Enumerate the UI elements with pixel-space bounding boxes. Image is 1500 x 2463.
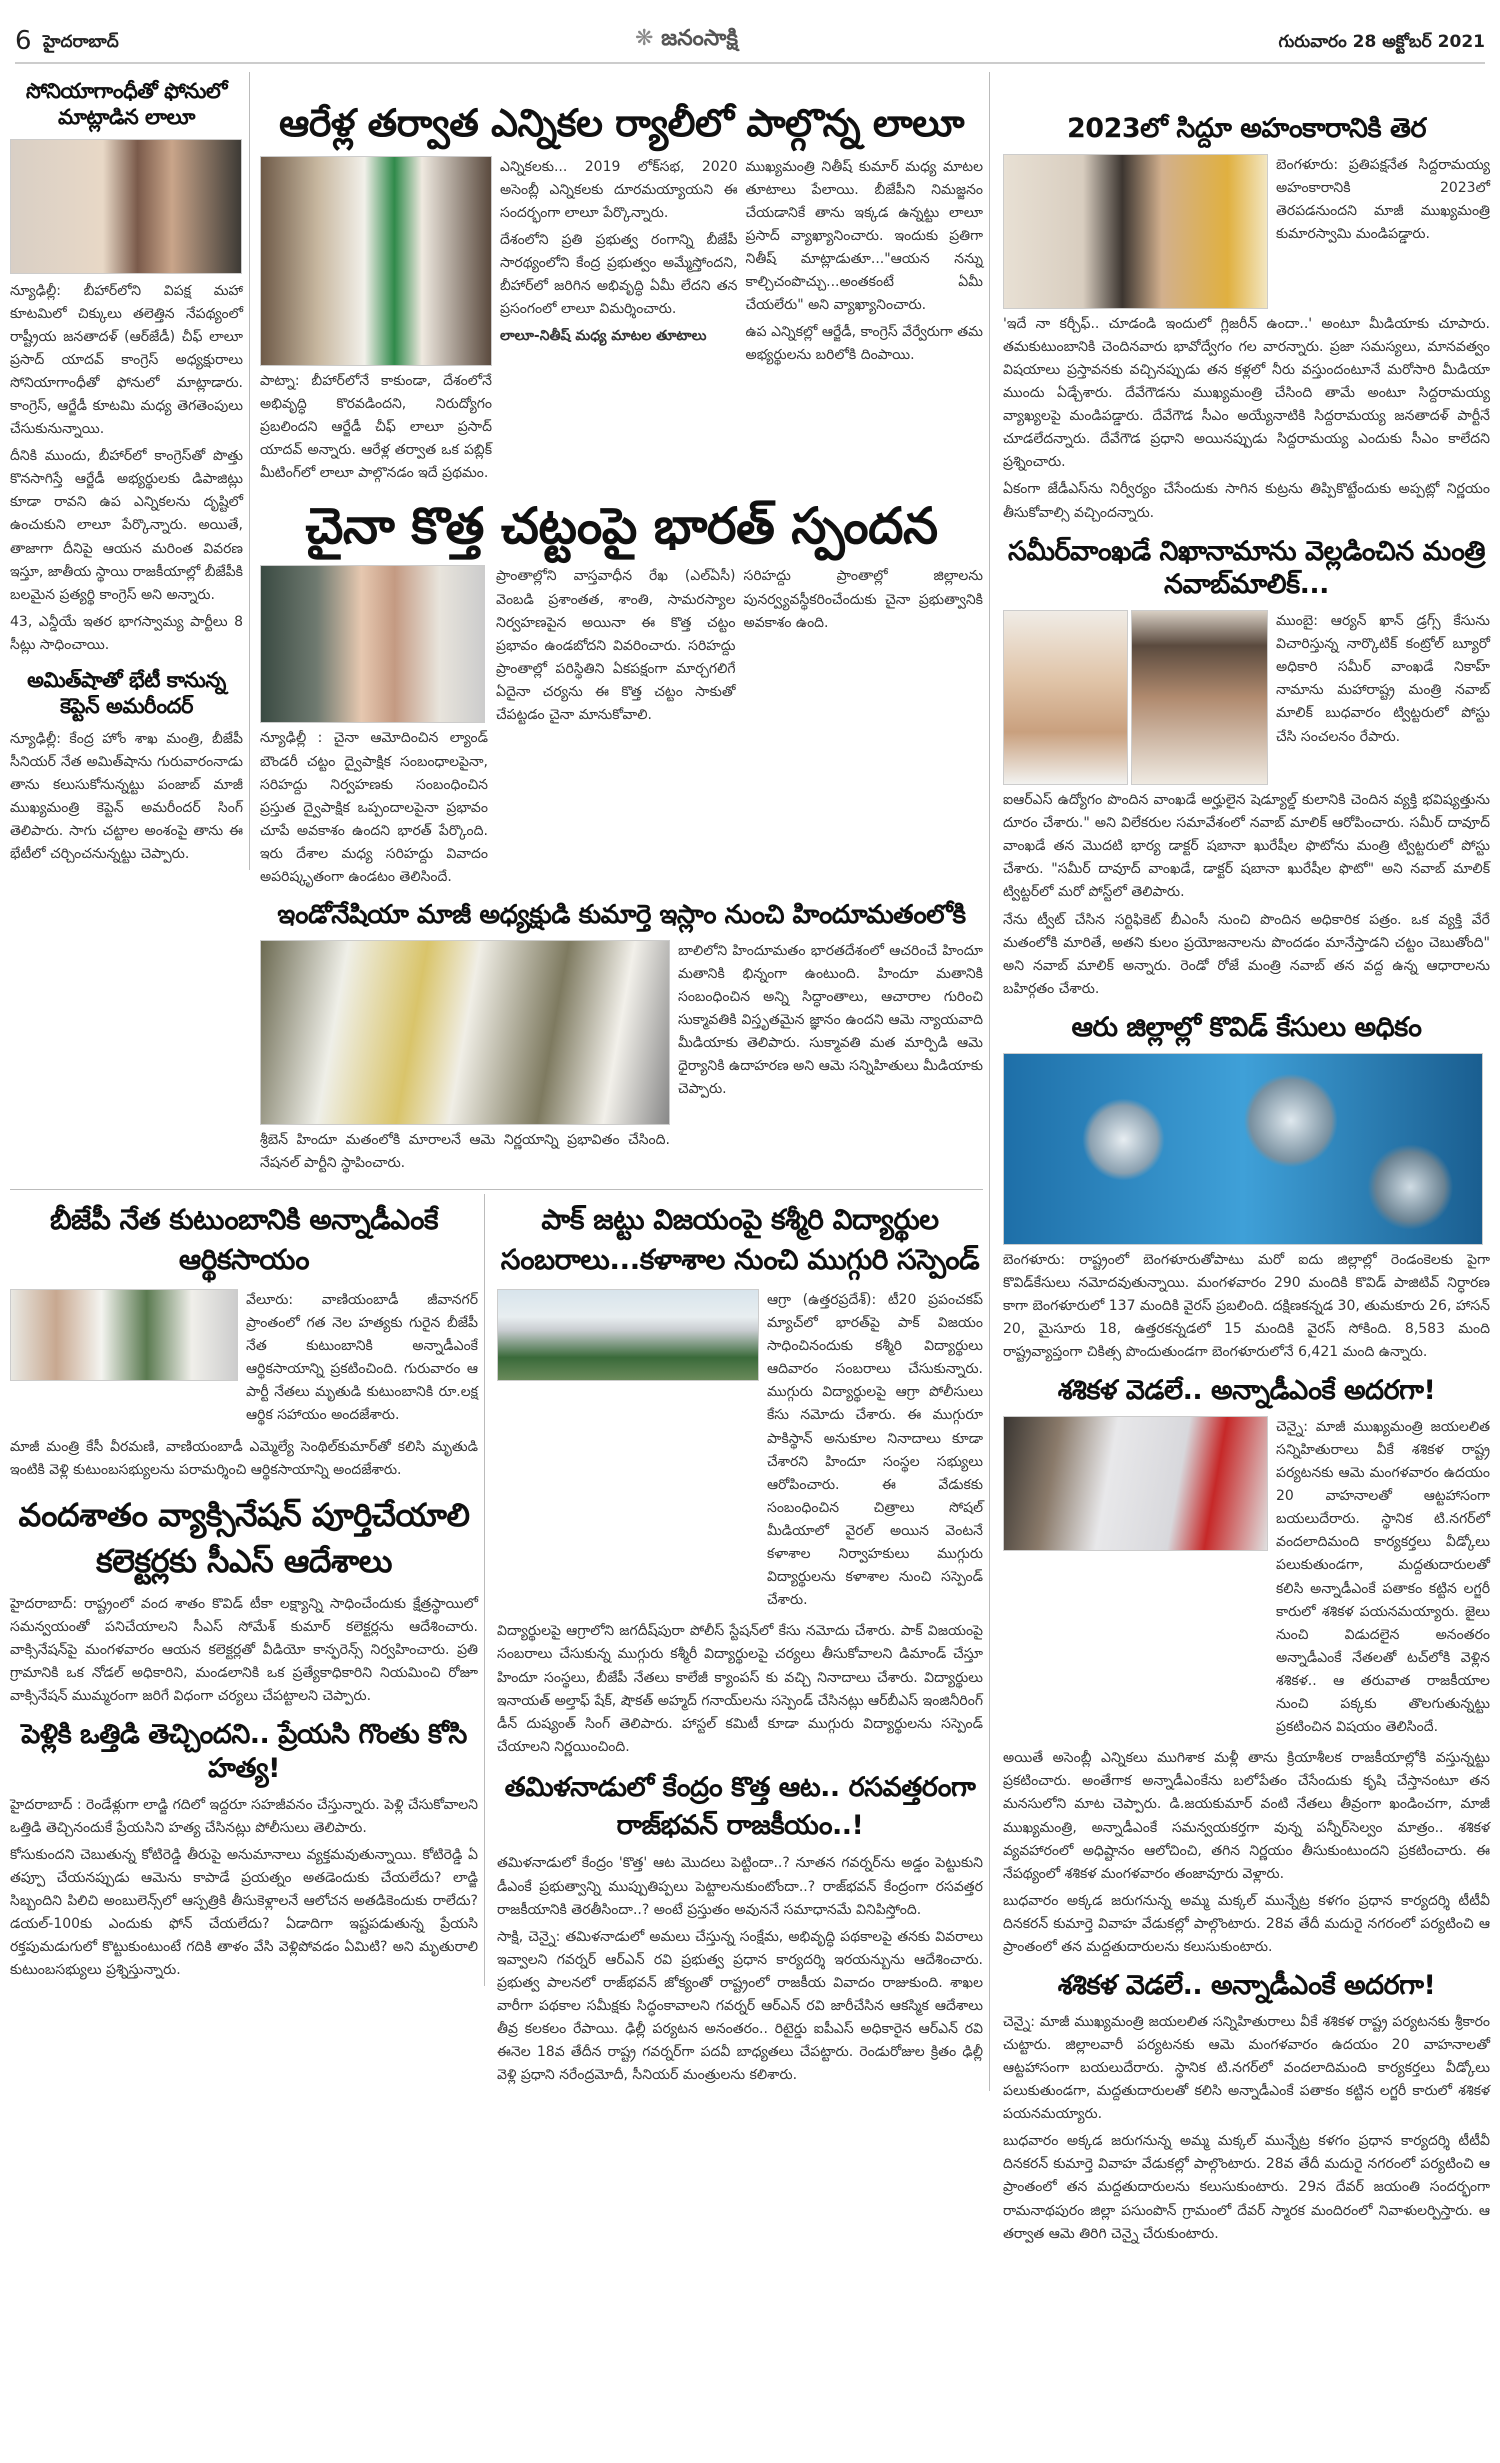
article-body	[1003, 789, 1490, 1005]
divider	[10, 1189, 983, 1190]
bjp-article	[10, 1289, 478, 1432]
siddu-article	[1003, 154, 1490, 309]
paragraph: శ్రీబెన్ హిందూ మతంలోకి మారాలనే ఆమె నిర్ణయాన్ని ప్రభావితం చేసింది. నేషనల్ పార్టీని స్థాపించారు.	[260, 1131, 670, 1171]
photo-conversion-ceremony	[260, 940, 670, 1125]
headline: శశికళ వెడలే.. అన్నాడీఎంకే అదరగా!	[1057, 1375, 1436, 1407]
bottom-middle-column	[497, 1194, 983, 2092]
lalu-photo-column	[260, 156, 492, 489]
paragraph: న్యూఢిల్లీ: కేంద్ర హోం శాఖ మంత్రి, బీజేపీ సీనియర్ నేత అమిత్‌షాను గురువారంనాడు తాను కలుసుకోనున్నట్టు పంజాబ్ మాజీ ముఖ్యమంత్రి కెప్టెన్ అమరీందర్ సింగ్ తెలిపారు. సాగు చట్టాల అంశంపై తాను ఈ భేటీలో చర్చించనున్నట్టు చెప్పారు.	[10, 730, 243, 862]
paragraph: ముంబై: ఆర్యన్ ఖాన్ డ్రగ్స్ కేసును విచారిస్తున్న నార్కొటిక్ కంట్రోల్ బ్యూరో అధికారి సమీర్ వాంఖడే నికాహ్ నామాను మహారాష్ట్ర మంత్రి నవాబ్ మాలిక్ బుధవారం ట్విట్టరులో పోస్టు చేసి సంచలనం రేపారు.	[1276, 613, 1490, 745]
article-body	[496, 565, 736, 731]
headline: సమీర్‌వాంఖడే నిఖానామాను వెల్లడించిన మంత్రి నవాబ్‌మాలిక్...	[1008, 535, 1485, 601]
photo-coronavirus	[1003, 1053, 1483, 1245]
masthead	[15, 24, 1485, 64]
paragraph: వేలూరు: వాణియంబాడీ జీవానగర్ ప్రాంతంలో గత నెల హత్యకు గురైన బీజేపీ నేత కుటుంబానికి అన్నాడీఎంకే ఆర్థికసాయాన్ని ప్రకటించింది. గురువారం ఆ పార్టీ నేతలు మృతుడి కుటుంబానికి రూ.లక్ష ఆర్థిక సహాయం అందజేశారు.	[246, 1292, 478, 1424]
lalu-article	[260, 156, 983, 489]
article-body	[260, 727, 488, 893]
headline: శశికళ వెడలే.. అన్నాడీఎంకే అదరగా!	[1057, 1970, 1436, 2002]
sasikala-article	[1003, 1416, 1490, 1743]
paragraph: అయితే అసెంబ్లీ ఎన్నికలు ముగిశాక మళ్లీ తాను క్రియాశీలక రాజకీయాల్లోకి వస్తున్నట్టు ప్రకటించారు. అంతేగాక అన్నాడీఎంకేను బలోపేతం చేసేందుకు కృషి చేస్తానంటూ తన మనసులోని మాట చెప్పారు. డి.జయకుమార్ వంటి నేతలు తీవ్రంగా ఖండించగా, మాజీ ముఖ్యమంత్రి, అన్నాడీఎంకే సమన్వయకర్తగా వున్న పన్నీర్‌సెల్వం మాత్రం.. శశికళ వ్యవహారంలో అధిష్టానం ఆలోచించి, తగిన నిర్ణయం తీసుకుంటుందని ప్రకటించారు. ఈ నేపథ్యంలో శశికళ మంగళవారం తంజావూరు వెళ్లారు.	[1003, 1750, 1490, 1882]
left-area	[10, 72, 990, 2091]
photo-aiadmk-leaders	[10, 1289, 238, 1381]
headline: పెళ్లికి ఒత్తిడి తెచ్చిందని.. ప్రేయసి గొంతు కోసి హత్య!	[21, 1719, 467, 1784]
article-body	[746, 156, 984, 372]
article-body	[1276, 610, 1490, 753]
article-body	[10, 280, 243, 662]
paper-name: జనంసాక్షి	[661, 26, 738, 51]
article-body	[260, 370, 492, 489]
paragraph: పాట్నా: బీహార్‌లోనే కాకుండా, దేశంలోనే అభివృద్ధి కొరవడిందని, నిరుద్యోగం ప్రబలిందని ఆర్జేడీ చీఫ్ లాలూ ప్రసాద్ యాదవ్ అన్నారు. ఆరేళ్ల తర్వాత ఒక పబ్లిక్ మీటింగ్‌లో లాలూ పాల్గొనడం ఇదే ప్రథమం.	[260, 372, 492, 481]
paragraph: ఎన్నికలకు... 2019 లోక్‌సభ, 2020 అసెంబ్లీ ఎన్నికలకు దూరమయ్యాయని ఈ సందర్భంగా లాలూ పేర్కొన్నారు.	[500, 158, 738, 221]
article-body	[260, 1129, 670, 1179]
headline: ఇండోనేషియా మాజీ అధ్యక్షుడి కుమార్తె ఇస్లాం నుంచి హిందూమతంలోకి	[277, 900, 966, 931]
paragraph: చెన్నై: మాజీ ముఖ్యమంత్రి జయలలిత సన్నిహితురాలు వీకే శశికళ రాష్ట్ర పర్యటనకు శ్రీకారం చుట్టారు. జిల్లాలవారీ పర్యటనకు ఆమె మంగళవారం ఉదయం 20 వాహనాలతో ఆట్టహాసంగా బయలుదేరారు. స్థానిక టి.నగర్‌లో వందలాదిమంది కార్యకర్తలు వీడ్కోలు పలుకుతుండగా, మద్దతుదారులతో కలిసి అన్నాడీఎంకే పతాకం కట్టిన లగ్జరీ కారులో శశికళ పయనమయ్యారు.	[1003, 2013, 1491, 2123]
paragraph: బుధవారం అక్కడ జరుగనున్న అమ్మ మక్కల్ మున్నేట్ర కళగం ప్రధాన కార్యదర్శి టీటీవీ దినకరన్ కుమార్తె వివాహ వేడుకల్లో పాల్గొంటారు. 28వ తేదీ మదురై నగరంలో పర్యటించి ఆ ప్రాంతంలో తన మద్దతుదారులను కలుసుకుంటారు.	[1003, 1892, 1490, 1955]
issue-date: గురువారం 28 అక్టోబర్ 2021	[1278, 32, 1485, 52]
headline: చైనా కొత్త చట్టంపై భారత్ స్పందన	[305, 496, 938, 555]
photo-college-building	[497, 1289, 759, 1381]
article-body	[1276, 154, 1490, 250]
paragraph: బెంగళూరు: రాష్ట్రంలో బెంగళూరుతోపాటు మరో ఐదు జిల్లాల్లో రెండంకెలకు పైగా కొవిడ్‌కేసులు నమోదవుతున్నాయి. మంగళవారం 290 మందికి కొవిడ్ పాజిటివ్ నిర్ధారణ కాగా బెంగళూరులో 137 మందికి వైరస్ ప్రబలింది. దక్షిణకన్నడ 30, తుమకూరు 26, హాసన్ 20, మైసూరు 18, ఉత్తరకన్నడలో 15 మందికి వైరస్ సోకింది. 8,583 మంది రాష్ట్రవ్యాప్తంగా చికిత్స పొందుతుండగా బెంగళూరులోనే 6,421 మంది ఉన్నారు.	[1003, 1251, 1490, 1361]
article-body	[1003, 1249, 1490, 1368]
column-1	[10, 72, 250, 870]
china-article	[260, 565, 983, 893]
headline: పాక్ జట్టు విజయంపై కశ్మీరి విద్యార్థుల సంబరాలు...కళాశాల నుంచి ముగ్గురి సస్పెండ్	[500, 1202, 980, 1277]
photo-sasikala-convoy	[1003, 1416, 1268, 1551]
article-body	[1003, 313, 1490, 529]
photo-sameer-wankhede	[1003, 610, 1128, 785]
sameer-article	[1003, 610, 1490, 785]
article-body	[1003, 1747, 1490, 1963]
headline: బీజేపీ నేత కుటుంబానికి అన్నాడీఎంకే ఆర్థికసాయం	[49, 1202, 439, 1277]
china-photo-column	[260, 565, 488, 893]
headline: వందశాతం వ్యాక్సినేషన్ పూర్తిచేయాలి కలెక్టర్లకు సీఎస్ ఆదేశాలు	[18, 1495, 470, 1581]
paragraph: ఆగ్రా (ఉత్తరప్రదేశ్): టీ20 ప్రపంచకప్ మ్యాచ్‌లో భారత్‌పై పాక్ విజయం సాధించినందుకు కశ్మీరి విద్యార్థులు ఆదివారం సంబరాలు చేసుకున్నారు. ముగ్గురు విద్యార్థులపై ఆగ్రా పోలీసులు కేసు నమోదు చేశారు. ఈ ముగ్గురూ పాకిస్థాన్ అనుకూల నినాదాలు కూడా చేశారని హిందూ సంస్థల సభ్యులు ఆరోపించారు. ఈ వేడుకకు సంబంధించిన చిత్రాలు సోషల్ మీడియాలో వైరల్ అయిన వెంటనే కళాశాల నిర్వాహకులు ముగ్గురు విద్యార్థులను కళాశాల నుంచి సస్పెండ్ చేశారు.	[767, 1292, 983, 1609]
right-column	[1003, 72, 1490, 2250]
paragraph: హైదరాబాద్ : రెండేళ్లుగా లాడ్జి గదిలో ఇద్దరూ సహజీవనం చేస్తున్నారు. పెళ్లి చేసుకోవాలని ఒత్తిడి తెచ్చినందుకే ప్రేయసిని హత్య చేసినట్లు పోలీసులు తెలిపారు.	[10, 1796, 478, 1836]
logo-icon: ❋	[635, 26, 654, 51]
paragraph: 43, ఎన్డీయే ఇతర భాగస్వామ్య పార్టీలు 8 సీట్లు సాధించాయి.	[10, 613, 243, 653]
article-body	[10, 1436, 478, 1486]
paragraph: దీనికి ముందు, బీహార్‌లో కాంగ్రెస్‌తో పొత్తు కొనసాగిస్తే ఆర్జేడీ అభ్యర్థులకు డిపాజిట్లు కూడా రావని ఉప ఎన్నికలను దృష్టిలో ఉంచుకుని లాలూ పేర్కొన్నారు. అయితే, తాజాగా దీనిపై ఆయన మరింత వివరణ ఇస్తూ, జాతీయ స్థాయి రాజకీయాల్లో బీజేపీకి బలమైన ప్రత్యర్థి కాంగ్రెస్ అని అన్నారు.	[10, 448, 243, 603]
bottom-left-column	[10, 1194, 485, 1986]
middle-column	[260, 72, 983, 1179]
paragraph: బెంగళూరు: ప్రతిపక్షనేత సిద్దరామయ్య అహంకారానికి 2023లో తెరపడనుందని మాజీ ముఖ్యమంత్రి కుమారస్వామి మండిపడ్డారు.	[1276, 156, 1490, 243]
page-number: 6	[15, 26, 32, 56]
article-body	[1276, 1416, 1490, 1743]
indonesia-photo-column	[260, 940, 670, 1179]
indonesia-article	[260, 940, 983, 1179]
paragraph: విద్యార్థులపై ఆగ్రాలోని జగదీష్‌పురా పోలీస్ స్టేషన్‌లో కేసు నమోదు చేశారు. పాక్ విజయంపై సంబరాలు చేసుకున్న ముగ్గురు కశ్మీరీ విద్యార్థులపై చర్యలు తీసుకోవాలని డిమాండ్ చేస్తూ హిందూ సంస్థలు, బీజేపీ నేతలు కాలేజీ క్యాంపస్ కు వచ్చి నినాదాలు చేశారు. విద్యార్థులు ఇనాయత్ అల్తాఫ్ షేక్, షౌకత్ అహ్మద్ గనాయ్‌లను సస్పెండ్ చేసినట్లు ఆర్‌బీఎస్ ఇంజినీరింగ్ డీన్ దుష్యంత్ సింగ్ తెలిపారు. హాస్టల్ కమిటీ కూడా ముగ్గురు విద్యార్థులను సస్పెండ్ చేయాలని నిర్ణయించింది.	[497, 1623, 983, 1755]
article-body	[10, 728, 243, 871]
paragraph: బాలిలోని హిందూమతం భారతదేశంలో ఆచరించే హిందూ మతానికి భిన్నంగా ఉంటుంది. హిందూ మతానికి సంబంధించిన అన్ని సిద్ధాంతాలు, ఆచారాల గురించి సుక్మావతికి విస్తృతమైన జ్ఞానం ఉందని ఆమె న్యాయవాది మీడియాకు తెలిపారు. సుక్మావతి మత మార్పిడి ఆమె ధైర్యానికి ఉదాహరణ అని ఆమె సన్నిహితులు మీడియాకు చెప్పారు.	[678, 942, 983, 1098]
paragraph: ఐఆర్ఎస్ ఉద్యోగం పొందిన వాంఖడే అర్హులైన షెడ్యూల్డ్ కులానికి చెందిన వ్యక్తి భవిష్యత్తును దూరం చేశారు." అని విలేకరుల సమావేశంలో నవాబ్ మాలిక్ ఆరోపించారు. సమీర్ దావూద్ వాంఖడే తన మొదటి భార్య డాక్టర్ షబానా ఖురేషీల ఫొటోను మంత్రి ట్విట్టరులో పోస్టు చేశారు. "సమీర్ దావూద్ వాంఖడే, డాక్టర్ షబానా ఖురేషీల ఫొటో" అని నవాబ్ మాలిక్ ట్విట్టర్‌లో మరో పోస్ట్‌లో తెలిపారు.	[1003, 792, 1490, 901]
headline: అమిత్‌షాతో భేటీ కానున్న కెప్టెన్ అమరీందర్	[27, 668, 226, 719]
paragraph: హైదరాబాద్: రాష్ట్రంలో వంద శాతం కొవిడ్ టీకా లక్ష్యాన్ని సాధించేందుకు క్షేత్రస్థాయిలో సమన్వయంతో పనిచేయాలని సీఎస్ సోమేశ్ కుమార్ కలెక్టర్లను ఆదేశించారు. వాక్సినేషన్‌పై మంగళవారం ఆయన కలెక్టర్లతో వీడియో కాన్ఫరెన్స్ నిర్వహించారు. ప్రతి గ్రామానికి ఒక నోడల్ అధికారిని, మండలానికి ఒక ప్రత్యేకాధికారిని నియమించి రోజూ వాక్సినేషన్ ముమ్మరంగా జరిగే విధంగా చర్యలు చేపట్టాలని చెప్పారు.	[10, 1595, 478, 1704]
paragraph: బుధవారం అక్కడ జరుగనున్న అమ్మ మక్కల్ మున్నేట్ర కళగం ప్రధాన కార్యదర్శి టీటీవీ దినకరన్ కుమార్తె వివాహ వేడుకల్లో పాల్గొంటారు. 28వ తేదీ మదురై నగరంలో పర్యటించి ఆ ప్రాంతంలో తన మద్దతుదారులను కలుసుకుంటారు. 29న దేవర్ జయంతి సందర్భంగా రామనాథపురం జిల్లా పసుంపొన్ గ్రామంలో దేవర్ స్మారక మందిరంలో నివాళులర్పిస్తారు. ఆ తర్వాత ఆమె తిరిగి చెన్నై చేరుకుంటారు.	[1003, 2133, 1490, 2242]
top-region	[10, 72, 983, 1179]
paragraph: కోసుకుందని చెబుతున్న కోటిరెడ్డి తీరుపై అనుమానాలు వ్యక్తమవుతున్నాయి. కోటిరెడ్డి ఏ తప్పూ చేయనప్పుడు ఆమెను కాపాడే ప్రయత్నం అతడెందుకు చేయలేదు? లాడ్జి సిబ్బందిని పిలిచి అంబులెన్స్‌లో ఆస్పత్రికి తీసుకెళ్లాలనే ఆలోచన అతడికెందుకు రాలేదు? డయల్-100కు ఎందుకు ఫోన్ చేయలేదు? ఏడాదిగా ఇష్టపడుతున్న ప్రేయసి రక్తపుమడుగులో కొట్టుకుంటుంటే గదికి తాళం వేసి వెళ్లిపోవడం ఏమిటి? అని మృతురాలి కుటుంబసభ్యులు ప్రశ్నిస్తున్నారు.	[10, 1846, 478, 1979]
headline: తమిళనాడులో కేంద్రం కొత్త ఆట.. రసవత్తరంగా రాజ్‌భవన్ రాజకీయం..!	[504, 1771, 976, 1841]
bottom-region	[10, 1194, 983, 2092]
article-body	[678, 940, 983, 1106]
photo-nawab-malik	[1131, 610, 1268, 785]
paragraph: సరిహద్దు ప్రాంతాల్లో జిల్లాలను పునర్వ్యవస్థీకరించేందుకు చైనా ప్రభుత్వానికి అవకాశం ఉంది.	[743, 568, 983, 631]
section-name: హైదరాబాద్	[43, 32, 119, 52]
article-body	[10, 1794, 478, 1987]
paragraph: ఉప ఎన్నికల్లో ఆర్జేడీ, కాంగ్రెస్ వేర్వేరుగా తమ అభ్యర్థులను బరిలోకి దింపాయి.	[745, 324, 983, 364]
paragraph: 'ఇదే నా కర్చీఫ్.. చూడండి ఇందులో గ్లిజరీన్ ఉందా..' అంటూ మీడియాకు చూపారు. తమకుటుంబానికి చెందినవారు భావోద్వేగం గల వారన్నారు. ప్రజా సమస్యలు, మానవత్వం విషయాలు ప్రస్తావనకు వచ్చినప్పుడు తన కళ్లలో నీరు వస్తుందంటూనే మరోసారి మీడియా ముందు ఏడ్చేశారు. దేవేగౌడను ముఖ్యమంత్రి చేసింది తామే అంటూ సిద్దరామయ్య వ్యాఖ్యలపై మండిపడ్డారు. దేవేగౌడ సీఎం అయ్యేనాటికి సిద్దరామయ్య జనతాదళ్ పార్టీనే చూడలేదన్నారు. దేవేగౌడ ప్రధాని అయినప్పుడు సిద్దరామయ్య ఎందుకు సీఎం కాలేదని ప్రశ్నించారు.	[1003, 315, 1490, 471]
paragraph: ముఖ్యమంత్రి నితీష్ కుమార్ మధ్య మాటల తూటాలు పేలాయి. బీజేపీని నిమజ్జనం చేయడానికే తాను ఇక్కడ ఉన్నట్టు లాలూ ప్రసాద్ వ్యాఖ్యానించారు. ఇందుకు ప్రతిగా నితీష్ మాట్లాడుతూ..."ఆయన నన్ను కాల్చిచంపొచ్చు...అంతకంటే ఏమీ చేయలేరు" అని వ్యాఖ్యానించారు.	[745, 158, 983, 314]
paragraph: ఏకంగా జేడీఎస్‌ను నిర్వీర్యం చేసేందుకు సాగిన కుట్రను తిప్పికొట్టేందుకు అప్పట్లో నిర్ణయం తీసుకోవాల్సి వచ్చిందన్నారు.	[1003, 481, 1490, 521]
article-body	[10, 1593, 478, 1712]
paragraph: తమిళనాడులో కేంద్రం 'కొత్త' ఆట మొదలు పెట్టిందా..? నూతన గవర్నర్‌ను అడ్డం పెట్టుకుని డీఎంకే ప్రభుత్వాన్ని ముప్పుతిప్పలు పెట్టాలనుకుంటోందా..? రాజ్‌భవన్ కేంద్రంగా రసవత్తర రాజకీయానికి తెరతీసిందా..? అంటే ప్రస్తుతం అవుననే సమాధానమే వినిపిస్తోంది.	[497, 1855, 983, 1918]
article-body	[246, 1289, 478, 1432]
paragraph: సాక్షి, చెన్నై: తమిళనాడులో అమలు చేస్తున్న సంక్షేమ, అభివృద్ధి పథకాలపై తనకు వివరాలు ఇవ్వాలని గవర్నర్ ఆర్‌ఎన్ రవి ప్రభుత్వ ప్రధాన కార్యదర్శి ఇరయన్బును ఆదేశించారు. ప్రభుత్వ పాలనలో రాజ్‌భవన్ జోక్యంతో రాష్ట్రంలో రాజకీయ వివాదం రాజుకుంది. శాఖల వారీగా పథకాల సమీక్షకు సిద్ధంకావాలని గవర్నర్ ఆర్‌ఎన్ రవి జారీచేసిన ఆకస్మిక ఆదేశాలు తీవ్ర కలకలం రేపాయి. ఢిల్లీ పర్యటన అనంతరం.. రిటైర్డు ఐపీఎస్ అధికారైన ఆర్‌ఎన్ రవి ఈనెల 18వ తేదీన రాష్ట్ర గవర్నర్‌గా పదవీ బాధ్యతలు చేపట్టారు. రెండురోజుల క్రితం ఢిల్లీ వెళ్లి ప్రధాని నరేంద్రమోదీ, సీనియర్ మంత్రులను కలిశారు.	[497, 1928, 983, 2084]
paragraph: చెన్నై: మాజీ ముఖ్యమంత్రి జయలలిత సన్నిహితురాలు వీకే శశికళ రాష్ట్ర పర్యటనకు ఆమె మంగళవారం ఉదయం 20 వాహనాలతో ఆట్టహాసంగా బయలుదేరారు. స్థానిక టి.నగర్‌లో వందలాదిమంది కార్యకర్తలు వీడ్కోలు పలుకుతుండగా, మద్దతుదారులతో కలిసి అన్నాడీఎంకే పతాకం కట్టిన లగ్జరీ కారులో శశికళ పయనమయ్యారు. జైలు నుంచి విడుదలైన అనంతరం అన్నాడీఎంకే నేతలతో టచ్‌లోకి వెళ్లిన శశికళ.. ఆ తరువాత రాజకీయాల నుంచి పక్కకు తొలగుతున్నట్టు ప్రకటించిన విషయం తెలిసిందే.	[1276, 1418, 1490, 1736]
paragraph: న్యూఢిల్లీ : చైనా ఆమోదించిన ల్యాండ్ బౌండరీ చట్టం ద్వైపాక్షిక సంబంధాలపైనా, సరిహద్దు నిర్వహణకు సంబంధించిన ప్రస్తుత ద్వైపాక్షిక ఒప్పందాలపైనా ప్రభావం చూపే అవకాశం ఉందని భారత్ పేర్కొంది. ఇరు దేశాల మధ్య సరిహద్దు వివాదం అపరిష్కృతంగా ఉండటం తెలిసిందే.	[260, 730, 488, 886]
pak-article	[497, 1289, 983, 1616]
paragraph: ప్రాంతాల్లోని వాస్తవాధీన రేఖ (ఎల్ఏసీ) వెంబడి ప్రశాంతత, శాంతి, సామరస్యాల నిర్వహణపైన అయినా ఈ కొత్త చట్టం ప్రభావం ఉండబోదని వివరించారు. సరిహద్దు ప్రాంతాల్లో పరిస్థితిని ఏకపక్షంగా మార్చగలిగే ఏదైనా చర్యను ఈ కొత్త చట్టం సాకుతో చేపట్టడం చైనా మానుకోవాలి.	[496, 568, 736, 724]
paragraph: లాలూ-నితీష్ మధ్య మాటల తూటాలు	[500, 328, 707, 345]
photo-lalu-rally	[260, 156, 492, 366]
headline: సోనియాగాంధీతో ఫోనులో మాట్లాడిన లాలూ	[26, 79, 227, 130]
paper-logo	[635, 26, 738, 56]
article-body	[497, 1852, 983, 2091]
paragraph: న్యూఢిల్లీ: బీహార్‌లోని విపక్ష మహా కూటమిలో చిక్కులు తలెత్తిన నేపథ్యంలో రాష్ట్రీయ జనతాదళ్ (ఆర్‌జేడీ) చీఫ్ లాలూ ప్రసాద్ యాదవ్ కాంగ్రెస్ అధ్యక్షురాలు సోనియాగాంధీతో ఫోనులో మాట్లాడారు. కాంగ్రెస్, ఆర్జేడీ కూటమి మధ్య తెగతెంపులు చేసుకునున్నాయి.	[10, 282, 243, 438]
article-body	[500, 156, 738, 353]
headline: 2023లో సిద్దూ అహంకారానికి తెర	[1067, 113, 1426, 144]
photo-spokesperson	[260, 565, 485, 723]
article-body	[767, 1289, 983, 1616]
paragraph: మాజీ మంత్రి కేసీ వీరమణి, వాణియంబాడీ ఎమ్మెల్యే సెంథిల్‌కుమార్‌తో కలిసి మృతుడి ఇంటికి వెళ్లి కుటుంబసభ్యులను పరామర్శించి ఆర్థికసాయాన్ని అందజేశారు.	[10, 1438, 478, 1478]
paragraph: దేశంలోని ప్రతి ప్రభుత్వ రంగాన్ని బీజేపీ సారథ్యంలోని కేంద్ర ప్రభుత్వం అమ్మేస్తోందని, బీహార్‌లో జరిగిన అభివృద్ధి ఏమీ లేదని తన ప్రసంగంలో లాలూ విమర్శించారు.	[500, 231, 738, 318]
article-body	[744, 565, 984, 638]
paragraph: నేను ట్వీట్ చేసిన సర్టిఫికెట్ బీఎంసీ నుంచి పొందిన అధికారిక పత్రం. ఒక వ్యక్తి వేరే మతంలోకి మారితే, అతని కులం ప్రయోజనాలను పొందడం మానేస్తాడని చట్టం చెబుతోంది" అని నవాబ్ మాలిక్ అన్నారు. రెండో రోజే మంత్రి నవాబ్ తన వద్ద ఉన్న ఆధారాలను బహిర్గతం చేశారు.	[1003, 911, 1490, 997]
article-body	[1003, 2011, 1490, 2250]
photo-lalu-sonia	[10, 139, 242, 274]
photo-kumaraswamy	[1003, 154, 1268, 309]
lead-headline: ఆరేళ్ల తర్వాత ఎన్నికల ర్యాలీలో పాల్గొన్న లాలూ	[279, 101, 964, 145]
headline: ఆరు జిల్లాల్లో కొవిడ్ కేసులు అధికం	[1071, 1011, 1422, 1043]
article-body	[497, 1620, 983, 1763]
